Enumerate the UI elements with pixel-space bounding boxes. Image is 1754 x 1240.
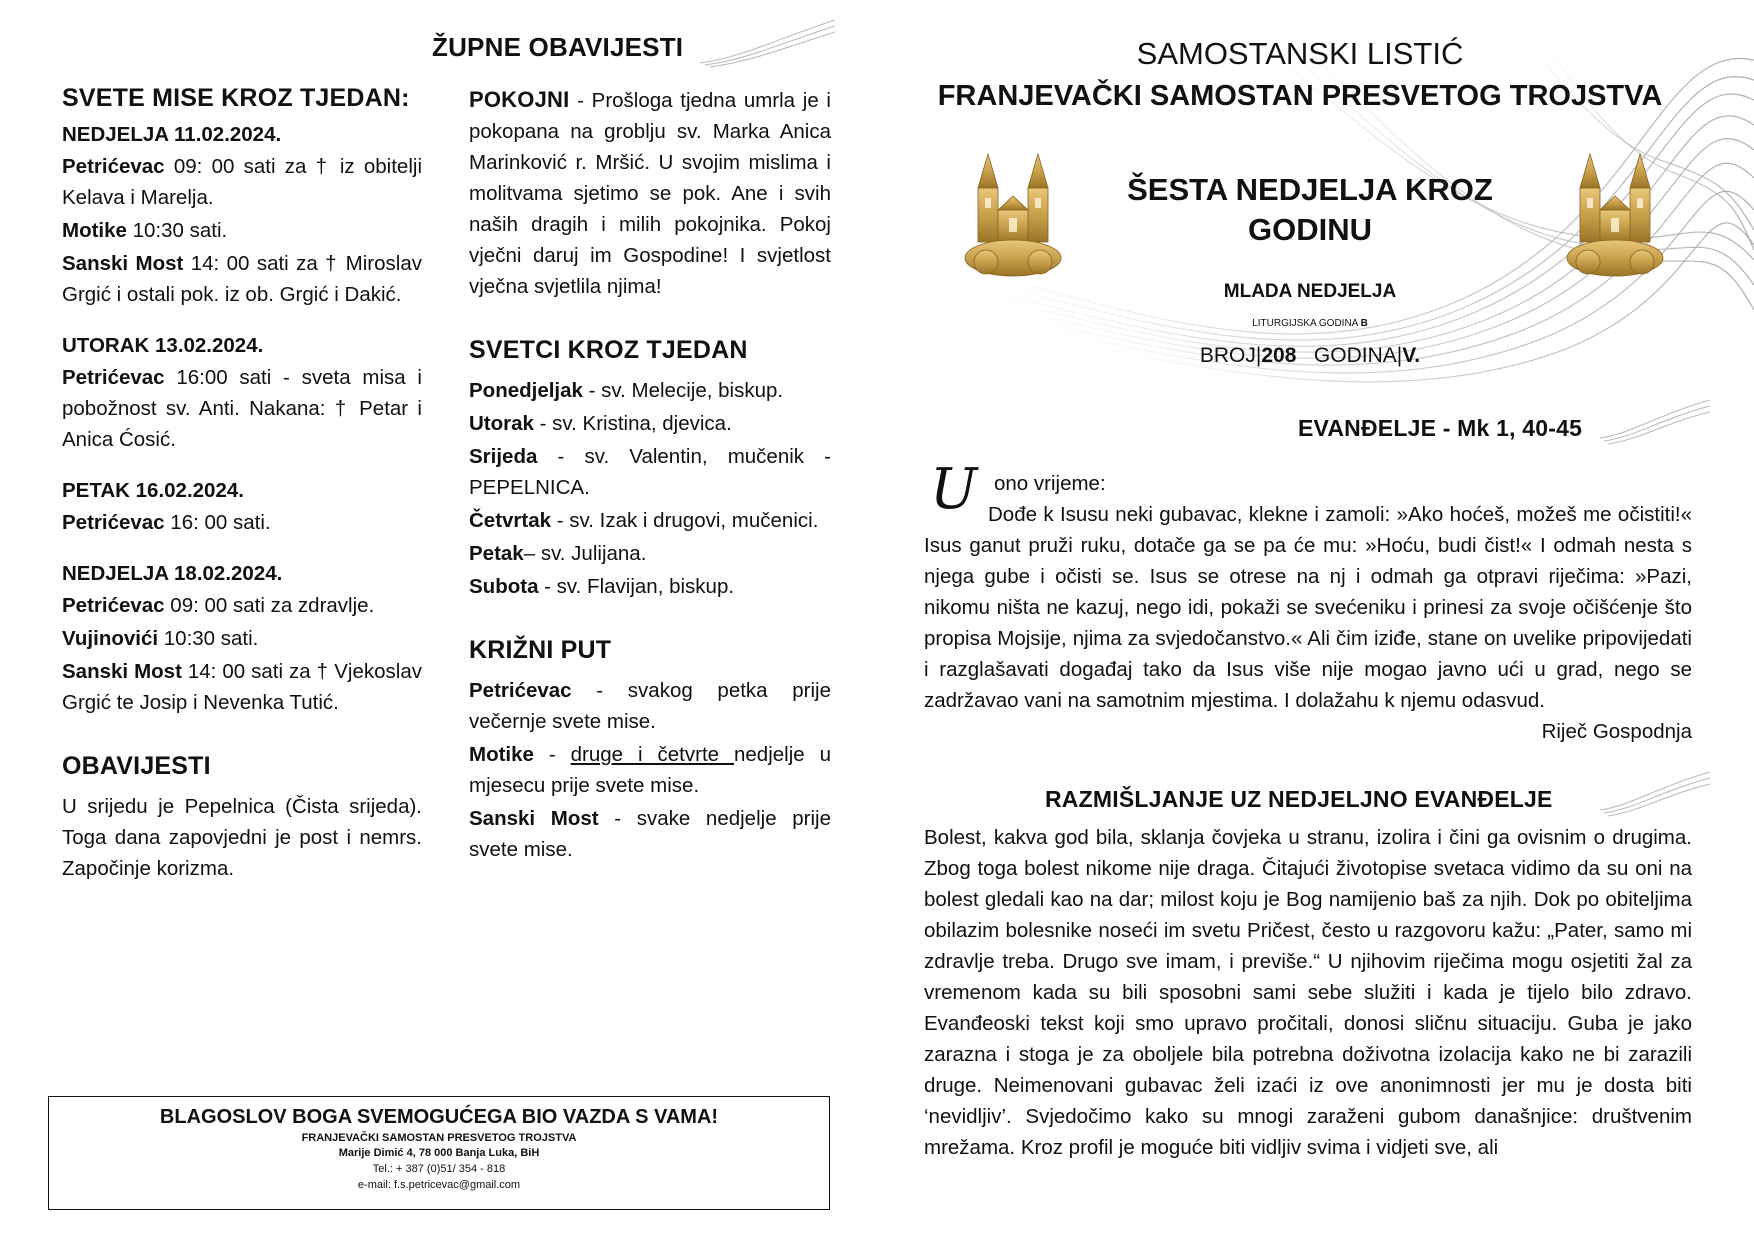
mass-day-block <box>62 479 422 538</box>
footer-box <box>48 1096 830 1210</box>
liturgical-year: LITURGIJSKA GODINA B <box>1252 318 1368 329</box>
mass-entry: Petrićevac 09: 00 sati za † iz obitelji Kelava i Marelja. <box>62 155 422 209</box>
stations-of-cross-list <box>469 675 831 865</box>
cross-item: Motike - druge i četvrte nedjelje u mjesecu prije svete mise. <box>469 743 832 797</box>
saint-item: Petak– sv. Julijana. <box>469 542 647 565</box>
saints-title: SVETCI KROZ TJEDAN <box>469 336 748 364</box>
notices-text: U srijedu je Pepelnica (Čista srijeda). Toga dana zapovjedni je post i nemrs. Započinje korizma. <box>62 795 422 880</box>
footer-phone: Tel.: + 387 (0)51/ 354 - 818 <box>372 1163 506 1175</box>
mass-entry: Petrićevac 16:00 sati - sveta misa i pobožnost sv. Anti. Nakana: † Petar i Anica Ćosić. <box>62 366 422 451</box>
blessing-text: BLAGOSLOV BOGA SVEMOGUĆEGA BIO VAZDA S VAMA! <box>159 1106 719 1128</box>
deceased-title: POKOJNI <box>469 87 570 112</box>
year-value: V. <box>1402 344 1421 367</box>
sunday-title <box>1090 170 1530 250</box>
mass-date: NEDJELJA 11.02.2024. <box>62 123 282 146</box>
church-icon <box>958 150 1068 282</box>
issue-label: BROJ| <box>1199 344 1262 367</box>
mass-date: PETAK 16.02.2024. <box>62 479 244 502</box>
mass-day-block <box>62 334 422 455</box>
stations-of-cross-title: KRIŽNI PUT <box>469 636 612 664</box>
reflection-title: RAZMIŠLJANJE UZ NEDJELJNO EVANĐELJE <box>1045 786 1553 812</box>
mass-entry: Vujinovići 10:30 sati. <box>62 627 259 650</box>
saint-item: Četvrtak - sv. Izak i drugovi, mučenici. <box>469 509 819 532</box>
footer-org: FRANJEVAČKI SAMOSTAN PRESVETOG TROJSTVA <box>301 1132 577 1144</box>
gospel-smoke-swirl-icon <box>1600 398 1710 446</box>
notices-title: OBAVIJESTI <box>62 752 211 780</box>
sunday-subtitle: MLADA NEDJELJA <box>1223 281 1397 302</box>
gospel-first-line: U ono vrijeme: <box>930 457 1106 522</box>
sunday-title-line2: GODINU <box>1248 212 1372 247</box>
mass-date: NEDJELJA 18.02.2024. <box>62 562 283 585</box>
church-icon <box>1560 150 1670 282</box>
year-label: GODINA| <box>1296 344 1403 367</box>
footer-email: e-mail: f.s.petricevac@gmail.com <box>357 1179 521 1191</box>
saint-item: Subota - sv. Flavijan, biskup. <box>469 575 735 598</box>
mass-date: UTORAK 13.02.2024. <box>62 334 264 357</box>
gospel-title: EVANĐELJE - Mk 1, 40-45 <box>1298 415 1583 441</box>
reflection-text: Bolest, kakva god bila, sklanja čovjeka u stranu, izolira i čini ga ovisnim o drugima. Zbog toga bolest nikome nije draga. Čitajući životopise svetaca vidimo da su oni na bolest gledali kao na dar; milost koju je Bog namijenio baš za njih. Dok po obiteljima obilazim bolesnike noseći im svetu Pričest, često u razgovoru kažu: „Pater, samo mi zdravlje treba. Drugo sve imam, i previše.“ U njihovim riječima mogu osjetiti žal za vremenom kada su bili sposobni sami sebe služiti i kada je tijelo bilo zdravo. Evanđeoski tekst koji smo upravo pročitali, donosi sličnu situaciju. Guba je jako zarazna i stoga je za oboljele bila potrebna doživotna izolacija kako ne bi zarazili druge. Neimenovani gubavac želi izaći iz ove anonimnosti jer mu je dosta biti ‘nevidljiv’. Svjedočimo kako su mnogi zaraženi gubom današnjice: društvenim mrežama. Kroz profil je moguće biti vidljiv svima i vidjeti sve, ali <box>924 826 1692 1159</box>
masses-column <box>62 84 422 884</box>
masses-title: SVETE MISE KROZ TJEDAN: <box>62 84 410 112</box>
reflection-smoke-swirl-icon <box>1600 770 1710 818</box>
mass-entry: Petrićevac 09: 00 sati za zdravlje. <box>62 594 375 617</box>
sunday-title-line1: ŠESTA NEDJELJA KROZ <box>1127 172 1493 207</box>
issue-number: 208 <box>1261 344 1297 367</box>
parish-notices-header: ŽUPNE OBAVIJESTI <box>432 32 684 62</box>
header-left-smoke-swirl-icon <box>700 18 835 68</box>
mass-day-block <box>62 123 422 310</box>
bulletin-kicker: SAMOSTANSKI LISTIĆ <box>1136 36 1464 71</box>
mass-entry: Petrićevac 16: 00 sati. <box>62 511 271 534</box>
gospel-text: Dođe k Isusu neki gubavac, klekne i zamoli: »Ako hoćeš, možeš me očistiti!« Isus ganut pruži ruku, dotače ga se pa će mu: »Hoću, budi čist!« I odmah nesta s njega gube i očisti se. Isus se otrese na nj i odmah ga otpravi riječima: »Pazi, nikomu ništa ne kazuj, nego idi, pokaži se svećeniku i prinesi za svoje očišćenje što propisa Mojsije, njima za svjedočanstvo.« Ali čim iziđe, stane on uvelike pripovijedati i razglašavati događaj tako da Isus više nije mogao javno ući u grad, nego se zadržavao vani na samotnim mjestima. I dolažahu k njemu odasvud. <box>924 503 1692 712</box>
mass-entry: Motike 10:30 sati. <box>62 219 228 242</box>
saints-list <box>469 375 831 602</box>
monastery-name: FRANJEVAČKI SAMOSTAN PRESVETOG TROJSTVA <box>937 80 1663 112</box>
cross-item: Petrićevac - svakog petka prije večernje svete mise. <box>469 679 831 733</box>
gospel-block <box>924 457 1692 747</box>
info-column <box>469 84 831 867</box>
mass-day-block <box>62 562 422 718</box>
footer-address: Marije Dimić 4, 78 000 Banja Luka, BiH <box>338 1147 540 1159</box>
masthead <box>900 36 1700 113</box>
saint-item: Utorak - sv. Kristina, djevica. <box>469 412 732 435</box>
issue-line <box>1090 344 1530 368</box>
saint-item: Ponedjeljak - sv. Melecije, biskup. <box>469 379 784 402</box>
gospel-dropcap: U <box>930 457 978 522</box>
deceased-notice: POKOJNI - Prošloga tjedna umrla je i pokopana na groblju sv. Marka Anica Marinković r. Mršić. U svojim mislima i molitvama sjetimo se pok. Ane i svih naših dragih i milih pokojnika. Pokoj vječni daruj im Gospodine! I svjetlost vječna svjetlila njima! <box>469 87 831 298</box>
cross-item: Sanski Most - svake nedjelje prije svete mise. <box>469 807 831 861</box>
mass-entry: Sanski Most 14: 00 sati za † Vjekoslav Grgić te Josip i Nevenka Tutić. <box>62 660 422 714</box>
saint-item: Srijeda - sv. Valentin, mučenik - PEPELNICA. <box>469 445 831 499</box>
mass-entry: Sanski Most 14: 00 sati za † Miroslav Grgić i ostali pok. iz ob. Grgić i Dakić. <box>62 252 422 306</box>
gospel-closing: Riječ Gospodnja <box>1541 720 1692 743</box>
